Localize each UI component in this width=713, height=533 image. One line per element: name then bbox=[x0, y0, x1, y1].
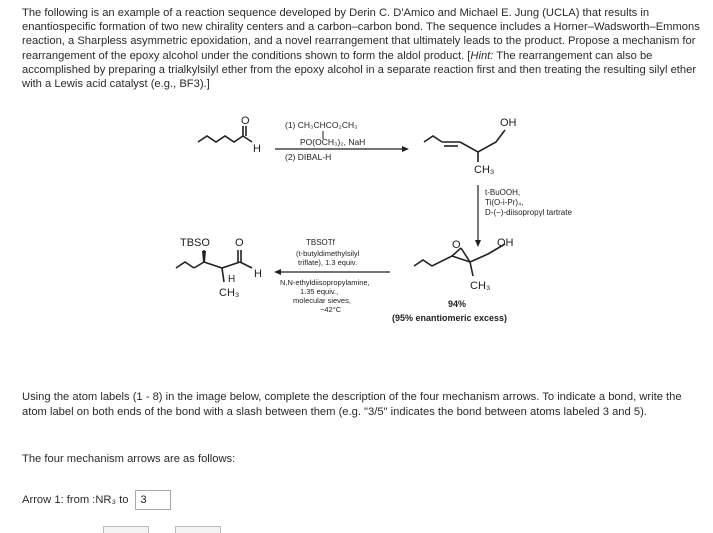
product-aldehyde-h: H bbox=[254, 268, 262, 280]
step1-reagent-2: PO(OCH₃)₂, NaH bbox=[300, 137, 366, 147]
aldehyde-h: H bbox=[253, 143, 261, 155]
question-text: Using the atom labels (1 - 8) in the image below, complete the description of the four mechanism arrows. To indicate a bond, write the atom label on both ends of the bond with a slash between them (e.g. "3/5" indicates the bond between atoms labeled 3 and 5). bbox=[22, 391, 682, 418]
hint-label: Hint: bbox=[470, 49, 494, 62]
step3-reagent-6: molecular sieves, bbox=[293, 296, 351, 305]
step3-reagent-3: triflate), 1.3 equiv. bbox=[298, 258, 358, 267]
step3-reagent-1: TBSOTf bbox=[306, 238, 335, 247]
arrow-1-row bbox=[22, 490, 171, 510]
arrows-subheading: The four mechanism arrows are as follows: bbox=[22, 453, 236, 465]
allylic-alcohol-structure bbox=[424, 130, 505, 162]
intro-text-2: The rearrangement can also be accomplished by preparing a trialkylsilyl ether from the epoxy alcohol in a separate reaction first and then treating the resulting silyl ether with a Lewis acid catalyst (e.g., BF3).] bbox=[22, 49, 697, 91]
step2-reagent-3: D-(−)-diisopropyl tartrate bbox=[485, 208, 572, 217]
step2-reagent-1: t-BuOOH, bbox=[485, 188, 521, 197]
step2-reagent-2: Ti(O-i-Pr)₄, bbox=[485, 198, 524, 207]
product-ch3: CH₃ bbox=[219, 287, 240, 299]
step1-reagent-3: (2) DIBAL-H bbox=[285, 152, 332, 162]
yield-label: 94% bbox=[448, 299, 467, 309]
alcohol-oh: OH bbox=[500, 117, 517, 129]
step3-reagent-5: 1.35 equiv., bbox=[300, 287, 339, 296]
aldol-product-structure bbox=[176, 250, 252, 282]
intro-text-1: The following is an example of a reaction sequence developed by Derin C. D'Amico and Michael E. Jung (UCLA) that results in enantiospecific formation of two new chirality centers and a carbon–carbon bond. The sequence includes a Horner–Wadsworth–Emmons reaction, a Sharpless asymmetric epoxidation, and a novel rearrangement that ultimately leads to the product. Propose a mechanism for rearrangement of the epoxy alcohol under the conditions shown to form the aldol product. [ bbox=[22, 7, 700, 62]
epoxide-o: O bbox=[452, 239, 461, 251]
epoxide-oh: OH bbox=[497, 237, 514, 249]
epoxide-ch3: CH₃ bbox=[470, 280, 491, 292]
step1-reagent-1: (1) CH₃CHCO₂CH₃ bbox=[285, 120, 358, 130]
product-tbso: TBSO bbox=[180, 237, 210, 249]
arrow-1-label: Arrow 1: from :NR₃ to bbox=[22, 494, 129, 506]
step3-reagent-7: −42°C bbox=[320, 305, 342, 314]
step3-reagent-2: (t-butyldimethylsilyl bbox=[296, 249, 360, 258]
ee-label: (95% enantiomeric excess) bbox=[392, 313, 508, 323]
arrow-1-answer-input[interactable] bbox=[135, 490, 171, 510]
aldehyde-structure bbox=[198, 126, 252, 142]
product-h-stereo: H bbox=[228, 274, 236, 285]
alcohol-ch3: CH₃ bbox=[474, 164, 495, 176]
product-o: O bbox=[235, 237, 244, 249]
step3-reagent-4: N,N-ethyldiisopropylamine, bbox=[280, 278, 370, 287]
aldehyde-o: O bbox=[241, 115, 250, 127]
